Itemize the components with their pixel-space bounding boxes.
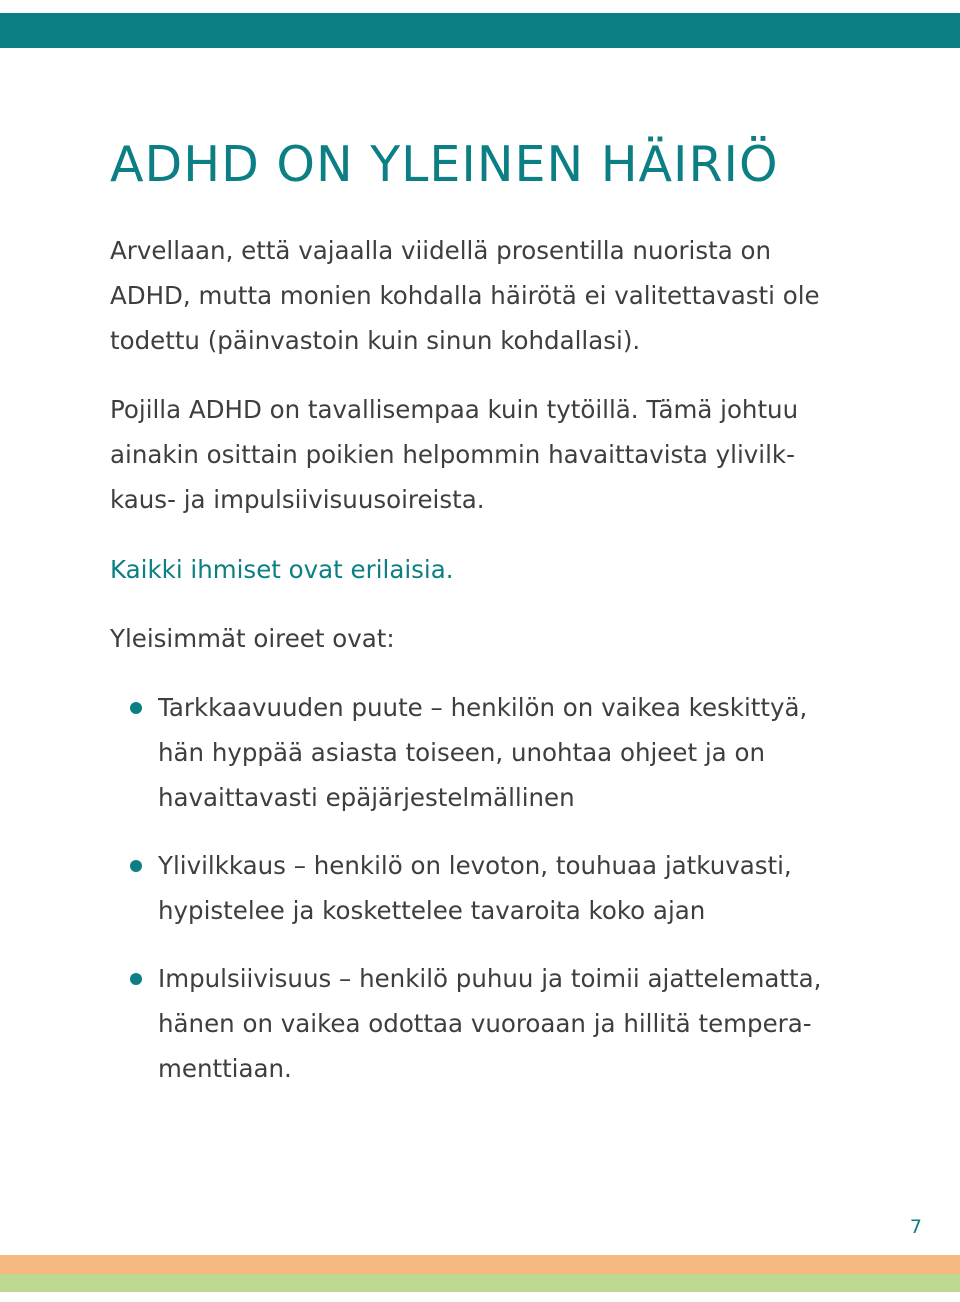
bullet-dot-icon (130, 702, 142, 714)
list-item-text: Impulsiivisuus – henkilö puhuu ja toimii ajattelematta, hänen on vaikea odottaa vuoroaan ja hillitä temperamenttiaan. (158, 964, 822, 1083)
bottom-green-bar (0, 1274, 960, 1292)
page-content (110, 128, 850, 1114)
symptom-list (110, 685, 850, 1091)
highlight-text: Kaikki ihmiset ovat erilaisia. (110, 555, 454, 584)
page-number: 7 (909, 1216, 922, 1238)
list-intro: Yleisimmät oireet ovat: (110, 624, 395, 653)
bullet-dot-icon (130, 860, 142, 872)
list-item-text: Tarkkaavuuden puute – henkilön on vaikea keskittyä, hän hyppää asiasta toiseen, unohtaa ohjeet ja on havaittavasti epäjärjestelmällinen (158, 693, 808, 812)
list-item-text: Ylivilkkaus – henkilö on levoton, touhuaa jatkuvasti, hypistelee ja koskettelee tavaroita koko ajan (158, 851, 792, 925)
list-item-impulsivity (110, 956, 850, 1091)
list-item-inattention (110, 685, 850, 820)
bullet-dot-icon (130, 973, 142, 985)
bottom-orange-bar (0, 1255, 960, 1274)
list-item-hyperactivity (110, 843, 850, 933)
page-title: ADHD ON YLEINEN HÄIRIÖ (110, 136, 779, 193)
paragraph-boys-girls: Pojilla ADHD on tavallisempaa kuin tytöillä. Tämä johtuu ainakin osittain poikien helpommin havaittavista ylivilkkaus- ja impulsiivisuusoireista. (110, 395, 799, 514)
paragraph-prevalence: Arvellaan, että vajaalla viidellä prosentilla nuorista on ADHD, mutta monien kohdalla häirötä ei valitettavasti ole todettu (päinvastoin kuin sinun kohdallasi). (110, 236, 820, 355)
top-accent-bar (0, 13, 960, 48)
